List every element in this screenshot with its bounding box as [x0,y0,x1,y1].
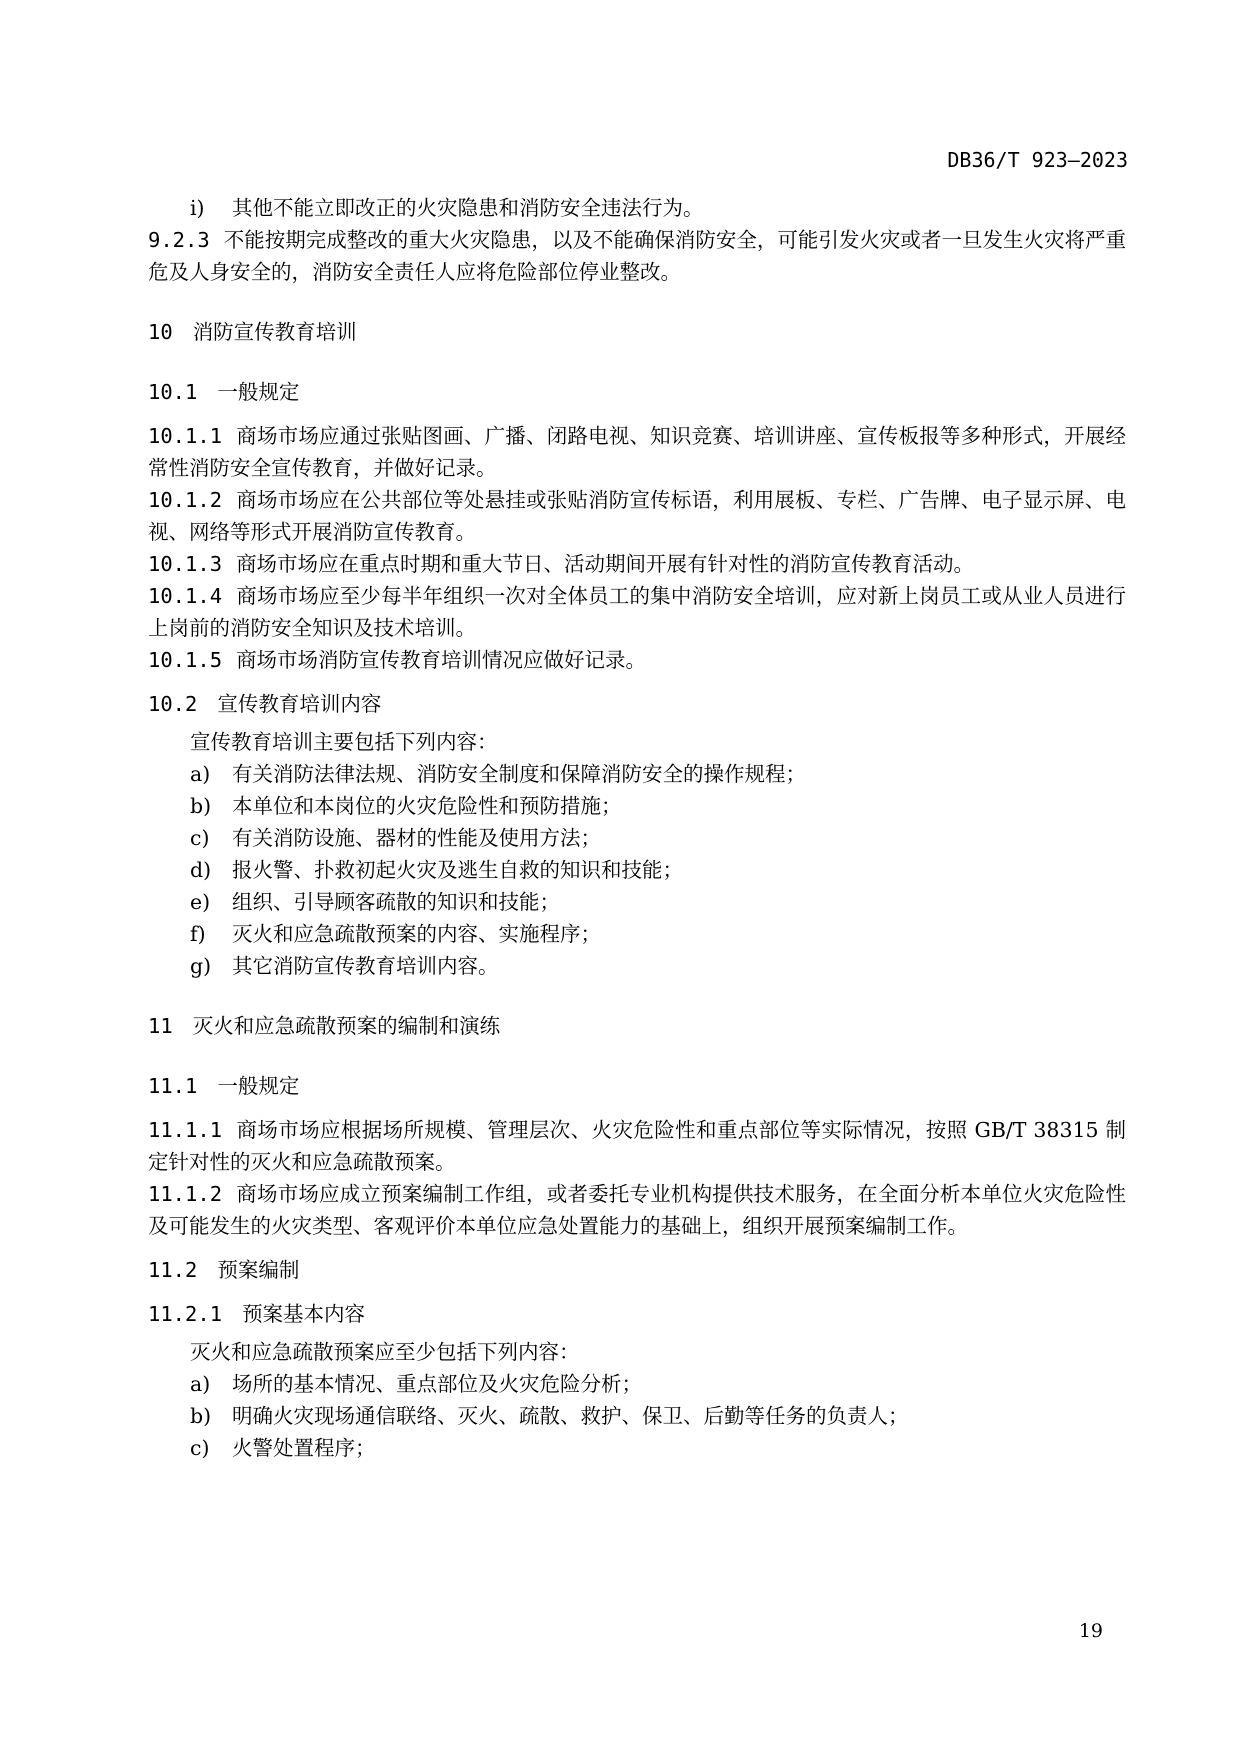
list-item-text: 组织、引导顾客疏散的知识和技能； [232,890,560,914]
list-item [148,1432,1126,1464]
clause-11-1-2 [148,1178,1126,1242]
section-number: 11 [148,1014,173,1038]
list-item [148,192,1126,224]
clause-number: 10.1.1 [148,424,223,448]
clause-number: 10.1.3 [148,552,223,576]
page-content [148,192,1126,1464]
list-item [148,1368,1126,1400]
list-item [148,854,1126,886]
clause-text: 商场市场应成立预案编制工作组，或者委托专业机构提供技术服务，在全面分析本单位火灾危险性及可能发生的火灾类型、客观评价本单位应急处置能力的基础上，组织开展预案编制工作。 [148,1182,1126,1238]
subsection-heading-11-2 [148,1254,1126,1286]
subsection-number: 11.2 [148,1258,198,1282]
list-item-text: 火警处置程序； [232,1436,376,1460]
section-title: 灭火和应急疏散预案的编制和演练 [192,1014,501,1038]
clause-text: 商场市场应在公共部位等处悬挂或张贴消防宣传标语，利用展板、专栏、广告牌、电子显示屏、电视、网络等形式开展消防宣传教育。 [148,488,1126,544]
section-number: 10 [148,320,173,344]
list-item [148,1400,1126,1432]
subsection-title: 一般规定 [217,380,300,404]
list-item-text: 有关消防法律法规、消防安全制度和保障消防安全的操作规程； [232,762,806,786]
section-heading-10 [148,316,1126,348]
list-item-label: f) [190,922,206,946]
list-item-text: 其他不能立即改正的火灾隐患和消防安全违法行为。 [232,196,704,220]
list-item [148,758,1126,790]
list-item-text: 有关消防设施、器材的性能及使用方法； [232,826,601,850]
clause-text: 商场市场应根据场所规模、管理层次、火灾危险性和重点部位等实际情况，按照 GB/T 38315 制定针对性的灭火和应急疏散预案。 [148,1118,1126,1174]
subsection-title: 宣传教育培训内容 [217,692,382,716]
clause-10-1-3 [148,548,1126,580]
list-item-text: 灭火和应急疏散预案的内容、实施程序； [232,922,601,946]
subsection-title: 一般规定 [217,1074,300,1098]
subsection-heading-11-2-1 [148,1298,1126,1330]
list-item-text: 本单位和本岗位的火灾危险性和预防措施； [232,794,622,818]
subsection-title: 预案编制 [217,1258,300,1282]
clause-number: 11.1.1 [148,1118,223,1142]
list-item-text: 其它消防宣传教育培训内容。 [232,954,499,978]
clause-10-1-1 [148,420,1126,484]
list-item [148,950,1126,982]
list-item-label: b) [190,1404,212,1428]
subsection-heading-10-1 [148,376,1126,408]
list-intro: 灭火和应急疏散预案应至少包括下列内容： [190,1340,580,1364]
subsection-number: 10.1 [148,380,198,404]
list-item-label: a) [190,762,211,786]
list-item-text: 明确火灾现场通信联络、灭火、疏散、救护、保卫、后勤等任务的负责人； [232,1404,909,1428]
list-item [148,886,1126,918]
clause-10-1-4 [148,580,1126,644]
clause-text: 商场市场应在重点时期和重大节日、活动期间开展有针对性的消防宣传教育活动。 [236,552,975,576]
list-item-label: e) [190,890,211,914]
list-intro: 宣传教育培训主要包括下列内容： [190,730,498,754]
clause-text: 商场市场消防宣传教育培训情况应做好记录。 [236,648,647,672]
list-item-label: d) [190,858,212,882]
list-item-label: g) [190,954,212,978]
section-heading-11 [148,1010,1126,1042]
list-item-label: a) [190,1372,211,1396]
list-item-label: c) [190,1436,210,1460]
subsection-number: 10.2 [148,692,198,716]
clause-10-1-2 [148,484,1126,548]
clause-text: 不能按期完成整改的重大火灾隐患，以及不能确保消防安全，可能引发火灾或者一旦发生火灾将严重危及人身安全的，消防安全责任人应将危险部位停业整改。 [148,228,1126,284]
list-item-label: c) [190,826,210,850]
document-code: DB36/T 923—2023 [947,148,1128,172]
page-number: 19 [1078,1620,1103,1642]
list-item-text: 场所的基本情况、重点部位及火灾危险分析； [232,1372,642,1396]
clause-text: 商场市场应通过张贴图画、广播、闭路电视、知识竞赛、培训讲座、宣传板报等多种形式，开展经常性消防安全宣传教育，并做好记录。 [148,424,1126,480]
section-title: 消防宣传教育培训 [192,320,357,344]
clause-number: 9.2.3 [148,228,210,252]
clause-9-2-3 [148,224,1126,288]
clause-number: 11.1.2 [148,1182,223,1206]
clause-10-1-5 [148,644,1126,676]
list-item-label: i) [190,196,205,220]
list-item [148,918,1126,950]
subsection-number: 11.1 [148,1074,198,1098]
subsection-heading-11-1 [148,1070,1126,1102]
subsection-title: 预案基本内容 [242,1302,366,1326]
list-item [148,822,1126,854]
subsection-heading-10-2 [148,688,1126,720]
subsection-number: 11.2.1 [148,1302,223,1326]
clause-11-1-1 [148,1114,1126,1178]
clause-number: 10.1.2 [148,488,223,512]
clause-text: 商场市场应至少每半年组织一次对全体员工的集中消防安全培训，应对新上岗员工或从业人员进行上岗前的消防安全知识及技术培训。 [148,584,1126,640]
list-item [148,790,1126,822]
clause-number: 10.1.4 [148,584,223,608]
list-item-text: 报火警、扑救初起火灾及逃生自救的知识和技能； [232,858,683,882]
clause-number: 10.1.5 [148,648,223,672]
list-item-label: b) [190,794,212,818]
